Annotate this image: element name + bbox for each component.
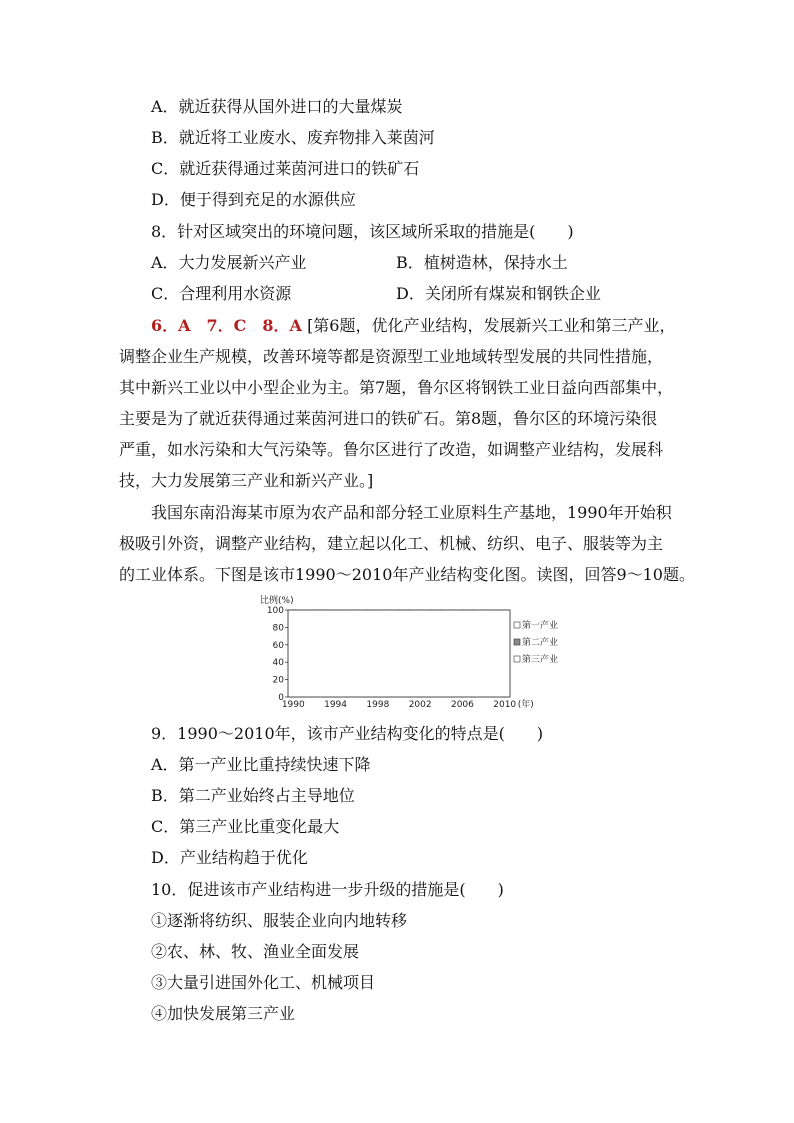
answer-text: 技，大力发展第三产业和新兴产业。] <box>119 471 374 490</box>
answer-text: 严重，如水污染和大气污染等。鲁尔区进行了改造，如调整产业结构，发展科 <box>119 440 664 459</box>
q9-option-b: B．第二产业始终占主导地位 <box>151 786 355 805</box>
q10-stem: 10．促进该市产业结构进一步升级的措施是( ) <box>151 880 504 899</box>
q9-option-d: D．产业结构趋于优化 <box>151 848 308 867</box>
answer-text: 其中新兴工业以中小型企业为主。第7题，鲁尔区将钢铁工业日益向西部集中， <box>119 378 674 397</box>
q7-option-d: D．便于得到充足的水源供应 <box>151 190 356 209</box>
legend-swatch <box>514 656 520 662</box>
y-tick-label: 40 <box>272 658 284 669</box>
intro-text: 极吸引外资，调整产业结构，建立起以化工、机械、纺织、电子、服装等为主 <box>119 534 664 553</box>
answer-text: [第6题，优化产业结构，发展新兴工业和第三产业， <box>307 316 676 335</box>
x-tick-label: 2006 <box>450 700 474 710</box>
q9-stem: 9．1990～2010年，该市产业结构变化的特点是( ) <box>151 724 544 743</box>
q10-item-2: ②农、林、牧、渔业全面发展 <box>151 942 360 961</box>
x-tick-label: 2010 <box>493 700 517 710</box>
answer-first-line <box>151 316 676 336</box>
y-tick-label: 100 <box>266 606 284 616</box>
legend-swatch <box>514 622 520 628</box>
x-tick-label: 1994 <box>324 700 348 710</box>
y-tick-label: 20 <box>272 675 284 686</box>
y-tick-label: 60 <box>272 640 284 651</box>
chart-axes <box>260 594 534 710</box>
answer-text: 调整企业生产规模，改善环境等都是资源型工业地域转型发展的共同性措施， <box>119 347 664 366</box>
intro-text: 我国东南沿海某市原为农产品和部分轻工业原料生产基地，1990年开始积 <box>151 503 672 522</box>
chart-legend <box>514 619 558 665</box>
answer-keys: 6．A 7．C 8．A <box>151 316 302 335</box>
industry-structure-chart <box>252 590 582 715</box>
y-axis-label: 比例(%) <box>260 596 294 606</box>
q10-item-1: ①逐渐将纺织、服装企业向内地转移 <box>151 911 408 930</box>
plot-frame <box>288 610 510 697</box>
legend-label: 第一产业 <box>522 621 559 631</box>
q7-option-b: B．就近将工业废水、废弃物排入莱茵河 <box>151 128 435 147</box>
q8-option-c: C．合理利用水资源 <box>151 284 292 303</box>
q10-item-4: ④加快发展第三产业 <box>151 1004 296 1023</box>
q8-option-a: A．大力发展新兴产业 <box>151 253 307 272</box>
q9-option-c: C．第三产业比重变化最大 <box>151 817 340 836</box>
y-tick-label: 80 <box>272 623 284 634</box>
q7-option-a: A．就近获得从国外进口的大量煤炭 <box>151 97 403 116</box>
y-tick-label: 0 <box>278 693 284 703</box>
q7-option-c: C．就近获得通过莱茵河进口的铁矿石 <box>151 159 420 178</box>
x-axis-label: (年) <box>517 700 534 710</box>
legend-label: 第二产业 <box>522 638 559 648</box>
q8-option-b: B．植树造林，保持水土 <box>396 253 568 272</box>
q8-option-d: D．关闭所有煤炭和钢铁企业 <box>396 284 601 303</box>
q10-item-3: ③大量引进国外化工、机械项目 <box>151 973 376 992</box>
x-tick-label: 2002 <box>408 700 432 710</box>
legend-label: 第三产业 <box>522 655 559 665</box>
q8-stem: 8．针对区域突出的环境问题，该区域所采取的措施是( ) <box>151 222 574 241</box>
intro-text: 的工业体系。下图是该市1990～2010年产业结构变化图。读图，回答9～10题。 <box>119 565 695 584</box>
legend-swatch <box>514 639 520 645</box>
q9-option-a: A．第一产业比重持续快速下降 <box>151 755 371 774</box>
answer-text: 主要是为了就近获得通过莱茵河进口的铁矿石。第8题，鲁尔区的环境污染很 <box>119 409 658 428</box>
x-tick-label: 1990 <box>281 700 305 710</box>
x-tick-label: 1998 <box>366 700 390 710</box>
